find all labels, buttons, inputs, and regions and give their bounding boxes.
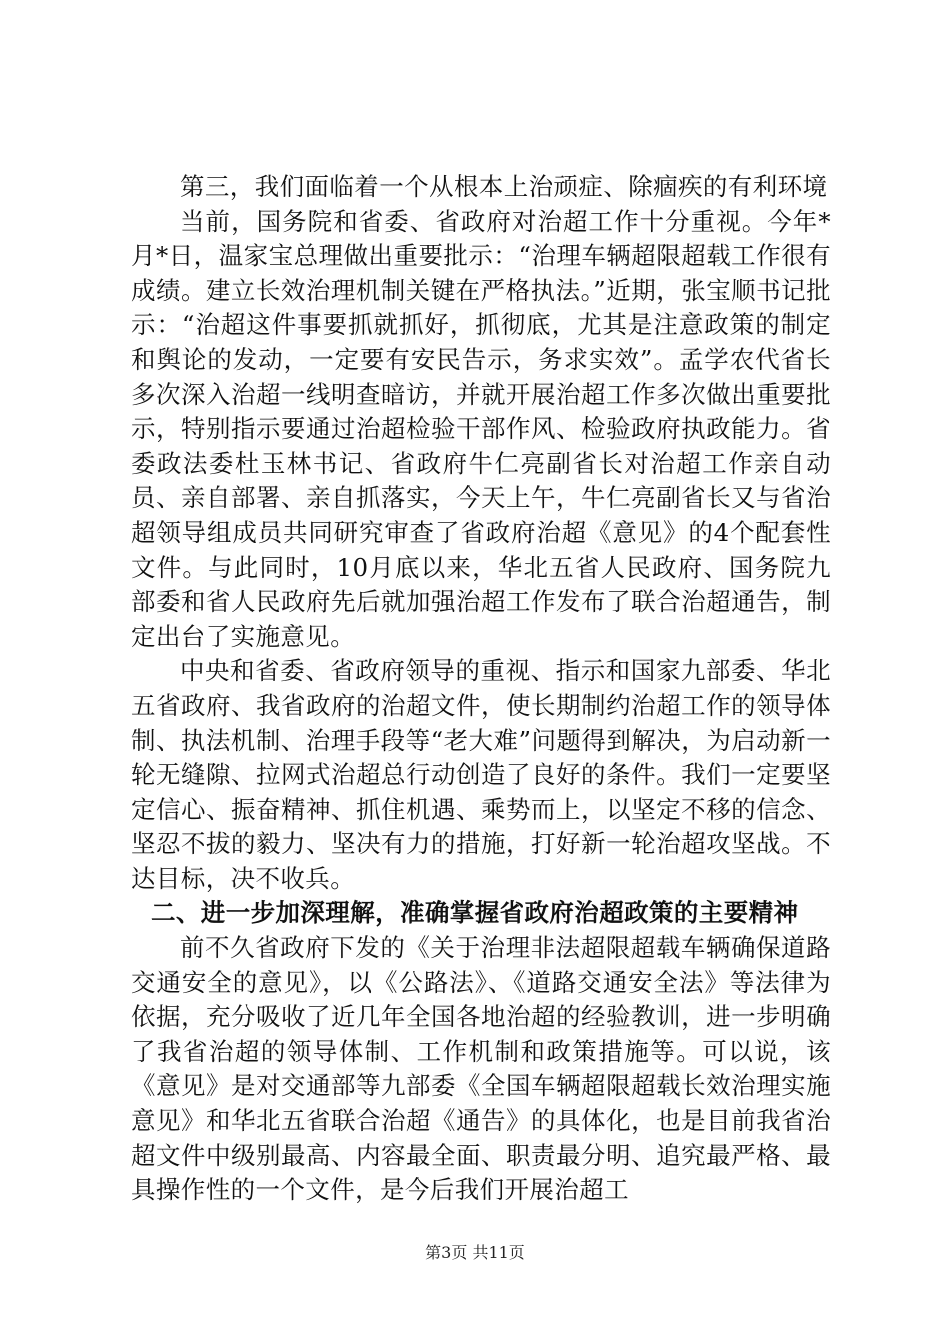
page-number-footer: 第3页 共11页 (425, 1243, 525, 1262)
paragraph-provincial-opinion: 前不久省政府下发的《关于治理非法超限超载车辆确保道路交通安全的意见》，以《公路法》、《道路交通安全法》等法律为依据，充分吸收了近几年全国各地治超的经验教训，进一步明确了我省治超的领导体制、工作机制和政策措施等。可以说，该《意见》是对交通部等九部委《全国车辆超限超载长效治理实施意见》和华北五省联合治超《通告》的具体化，也是目前我省治超文件中级别最高、内容最全面、职责最分明、追究最严格、最具操作性的一个文件，是今后我们开展治超工 (131, 933, 831, 1205)
paragraph-leadership-instructions: 当前，国务院和省委、省政府对治超工作十分重视。今年*月*日，温家宝总理做出重要批示：“治理车辆超限超载工作很有成绩。建立长效治理机制关键在严格执法。”近期，张宝顺书记批示：“治超这件事要抓就抓好，抓彻底，尤其是注意政策的制定和舆论的发动，一定要有安民告示，务求实效”。孟学农代省长多次深入治超一线明查暗访，并就开展治超工作多次做出重要批示，特别指示要通过治超检验干部作风、检验政府执政能力。省委政法委杜玉林书记、省政府牛仁亮副省长对治超工作亲自动员、亲自部署、亲自抓落实，今天上午，牛仁亮副省长又与省治超领导组成员共同研究审查了省政府治超《意见》的4个配套性文件。与此同时，10月底以来，华北五省人民政府、国务院九部委和省人民政府先后就加强治超工作发布了联合治超通告，制定出台了实施意见。 (131, 206, 831, 651)
paragraph-favorable-conditions: 中央和省委、省政府领导的重视、指示和国家九部委、华北五省政府、我省政府的治超文件，使长期制约治超工作的领导体制、执法机制、治理手段等“老大难”问题得到解决，为启动新一轮无缝隙、拉网式治超总行动创造了良好的条件。我们一定要坚定信心、振奋精神、抓住机遇、乘势而上，以坚定不移的信念、坚忍不拔的毅力、坚决有力的措施，打好新一轮治超攻坚战。不达目标，决不收兵。 (131, 656, 831, 893)
section-heading-two: 二、进一步加深理解，准确掌握省政府治超政策的主要精神 (151, 898, 799, 928)
document-body (131, 170, 831, 1208)
paragraph-third-point: 第三，我们面临着一个从根本上治顽症、除痼疾的有利环境 (180, 172, 828, 201)
